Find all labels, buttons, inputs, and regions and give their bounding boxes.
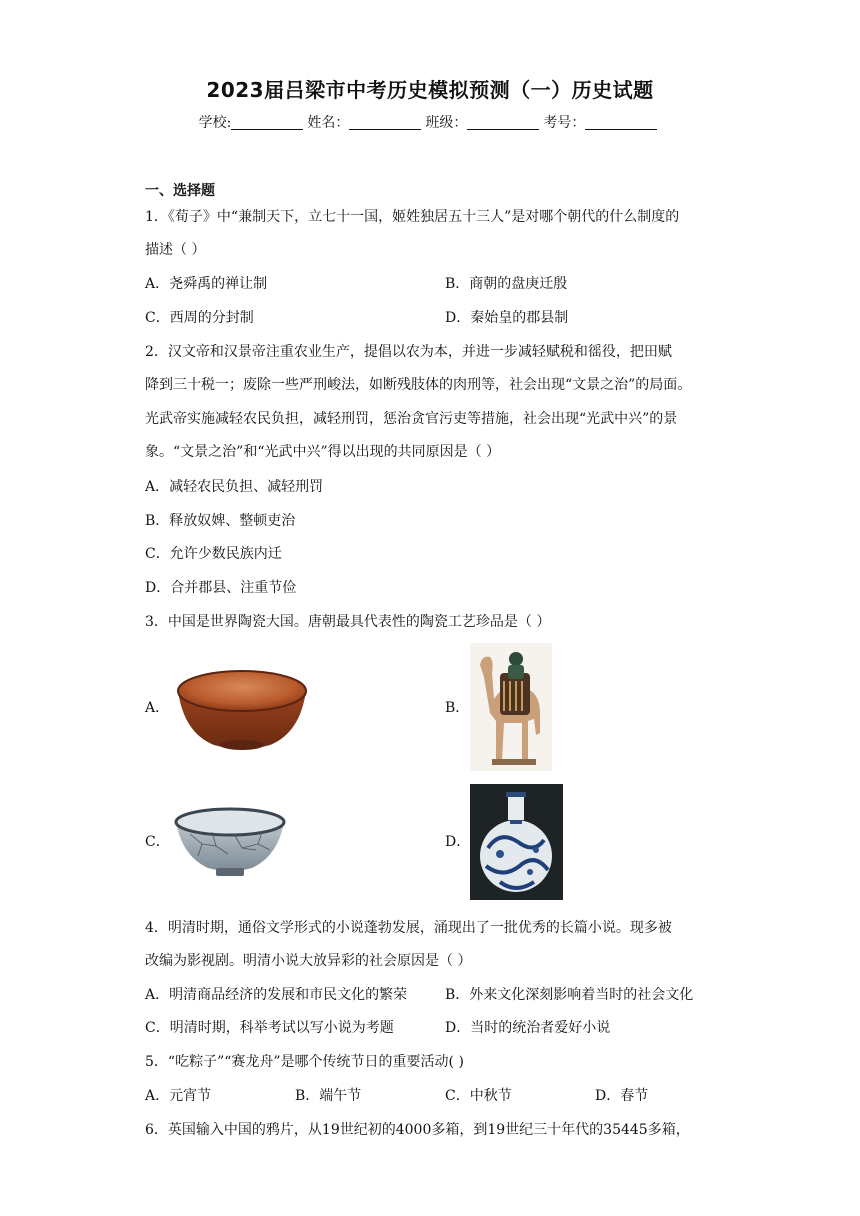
blue-white-vase-image — [470, 784, 563, 900]
q6-line1: 6．英国输入中国的鸦片，从19世纪初的4000多箱，到19世纪三十年代的35445多箱， — [145, 1122, 690, 1138]
q4-line1: 4．明清时期，通俗文学形式的小说蓬勃发展，涌现出了一批优秀的长篇小说。现多被 — [145, 920, 672, 936]
q1-line2: 描述（ ） — [145, 242, 206, 258]
q3-option-c-image[interactable] — [172, 804, 288, 882]
q2-line1: 2．汉文帝和汉景帝注重农业生产，提倡以农为本，并进一步减轻赋税和徭役，把田赋 — [145, 344, 672, 360]
q3-option-b-label[interactable]: B． — [445, 700, 470, 716]
q1-option-c[interactable]: C．西周的分封制 — [145, 310, 254, 326]
student-info-line — [0, 112, 860, 132]
q5-line1: 5．“吃粽子”“赛龙舟”是哪个传统节日的重要活动( ) — [145, 1054, 464, 1070]
q3-option-b-image[interactable] — [470, 643, 552, 771]
q5-option-b[interactable]: B．端午节 — [295, 1088, 362, 1104]
q1-option-b[interactable]: B．商朝的盘庚迁殷 — [445, 276, 568, 292]
exam-no-blank[interactable] — [585, 115, 657, 130]
name-label: 姓名： — [307, 115, 350, 131]
q4-option-d[interactable]: D．当时的统治者爱好小说 — [445, 1020, 611, 1036]
crackle-glaze-bowl-image — [172, 804, 288, 882]
q3-option-a-label[interactable]: A． — [145, 700, 170, 716]
q5-option-c[interactable]: C．中秋节 — [445, 1088, 512, 1104]
section-title: 一、选择题 — [145, 183, 215, 199]
school-label: 学校: — [198, 115, 232, 131]
q5-option-a[interactable]: A．元宵节 — [145, 1088, 212, 1104]
q1-option-a[interactable]: A．尧舜禹的禅让制 — [145, 276, 268, 292]
q4-option-c[interactable]: C．明清时期，科举考试以写小说为考题 — [145, 1020, 394, 1036]
q1-line1: 1．《荀子》中“兼制天下，立七十一国，姬姓独居五十三人”是对哪个朝代的什么制度的 — [145, 209, 680, 225]
q1-option-d[interactable]: D．秦始皇的郡县制 — [445, 310, 569, 326]
school-blank[interactable] — [231, 115, 303, 130]
q2-line4: 象。“文景之治”和“光武中兴”得以出现的共同原因是（ ） — [145, 444, 501, 460]
q4-option-a[interactable]: A．明清商品经济的发展和市民文化的繁荣 — [145, 987, 408, 1003]
tang-camel-figure-image — [470, 643, 552, 771]
q3-option-a-image[interactable] — [172, 661, 312, 753]
q2-option-a[interactable]: A．减轻农民负担、减轻刑罚 — [145, 479, 324, 495]
q3-option-c-label[interactable]: C． — [145, 834, 170, 850]
exam-no-label: 考号： — [543, 115, 586, 131]
pottery-bowl-image — [172, 661, 312, 753]
q2-option-d[interactable]: D．合并郡县、注重节俭 — [145, 580, 297, 596]
q2-option-c[interactable]: C．允许少数民族内迁 — [145, 546, 282, 562]
q3-option-d-label[interactable]: D． — [445, 834, 471, 850]
q3-line1: 3．中国是世界陶瓷大国。唐朝最具代表性的陶瓷工艺珍品是（ ） — [145, 614, 551, 630]
q4-option-b[interactable]: B．外来文化深刻影响着当时的社会文化 — [445, 987, 694, 1003]
class-label: 班级： — [425, 115, 468, 131]
q2-line3: 光武帝实施减轻农民负担，减轻刑罚，惩治贪官污吏等措施，社会出现“光武中兴”的景 — [145, 411, 678, 427]
q4-line2: 改编为影视剧。明清小说大放异彩的社会原因是（ ） — [145, 953, 472, 969]
exam-title: 2023届吕梁市中考历史模拟预测（一）历史试题 — [206, 78, 654, 102]
q2-option-b[interactable]: B．释放奴婢、整顿吏治 — [145, 513, 296, 529]
class-blank[interactable] — [467, 115, 539, 130]
q5-option-d[interactable]: D．春节 — [595, 1088, 649, 1104]
name-blank[interactable] — [349, 115, 421, 130]
q3-option-d-image[interactable] — [470, 784, 563, 900]
q2-line2: 降到三十税一；废除一些严刑峻法，如断残肢体的肉刑等，社会出现“文景之治”的局面。 — [145, 377, 692, 393]
